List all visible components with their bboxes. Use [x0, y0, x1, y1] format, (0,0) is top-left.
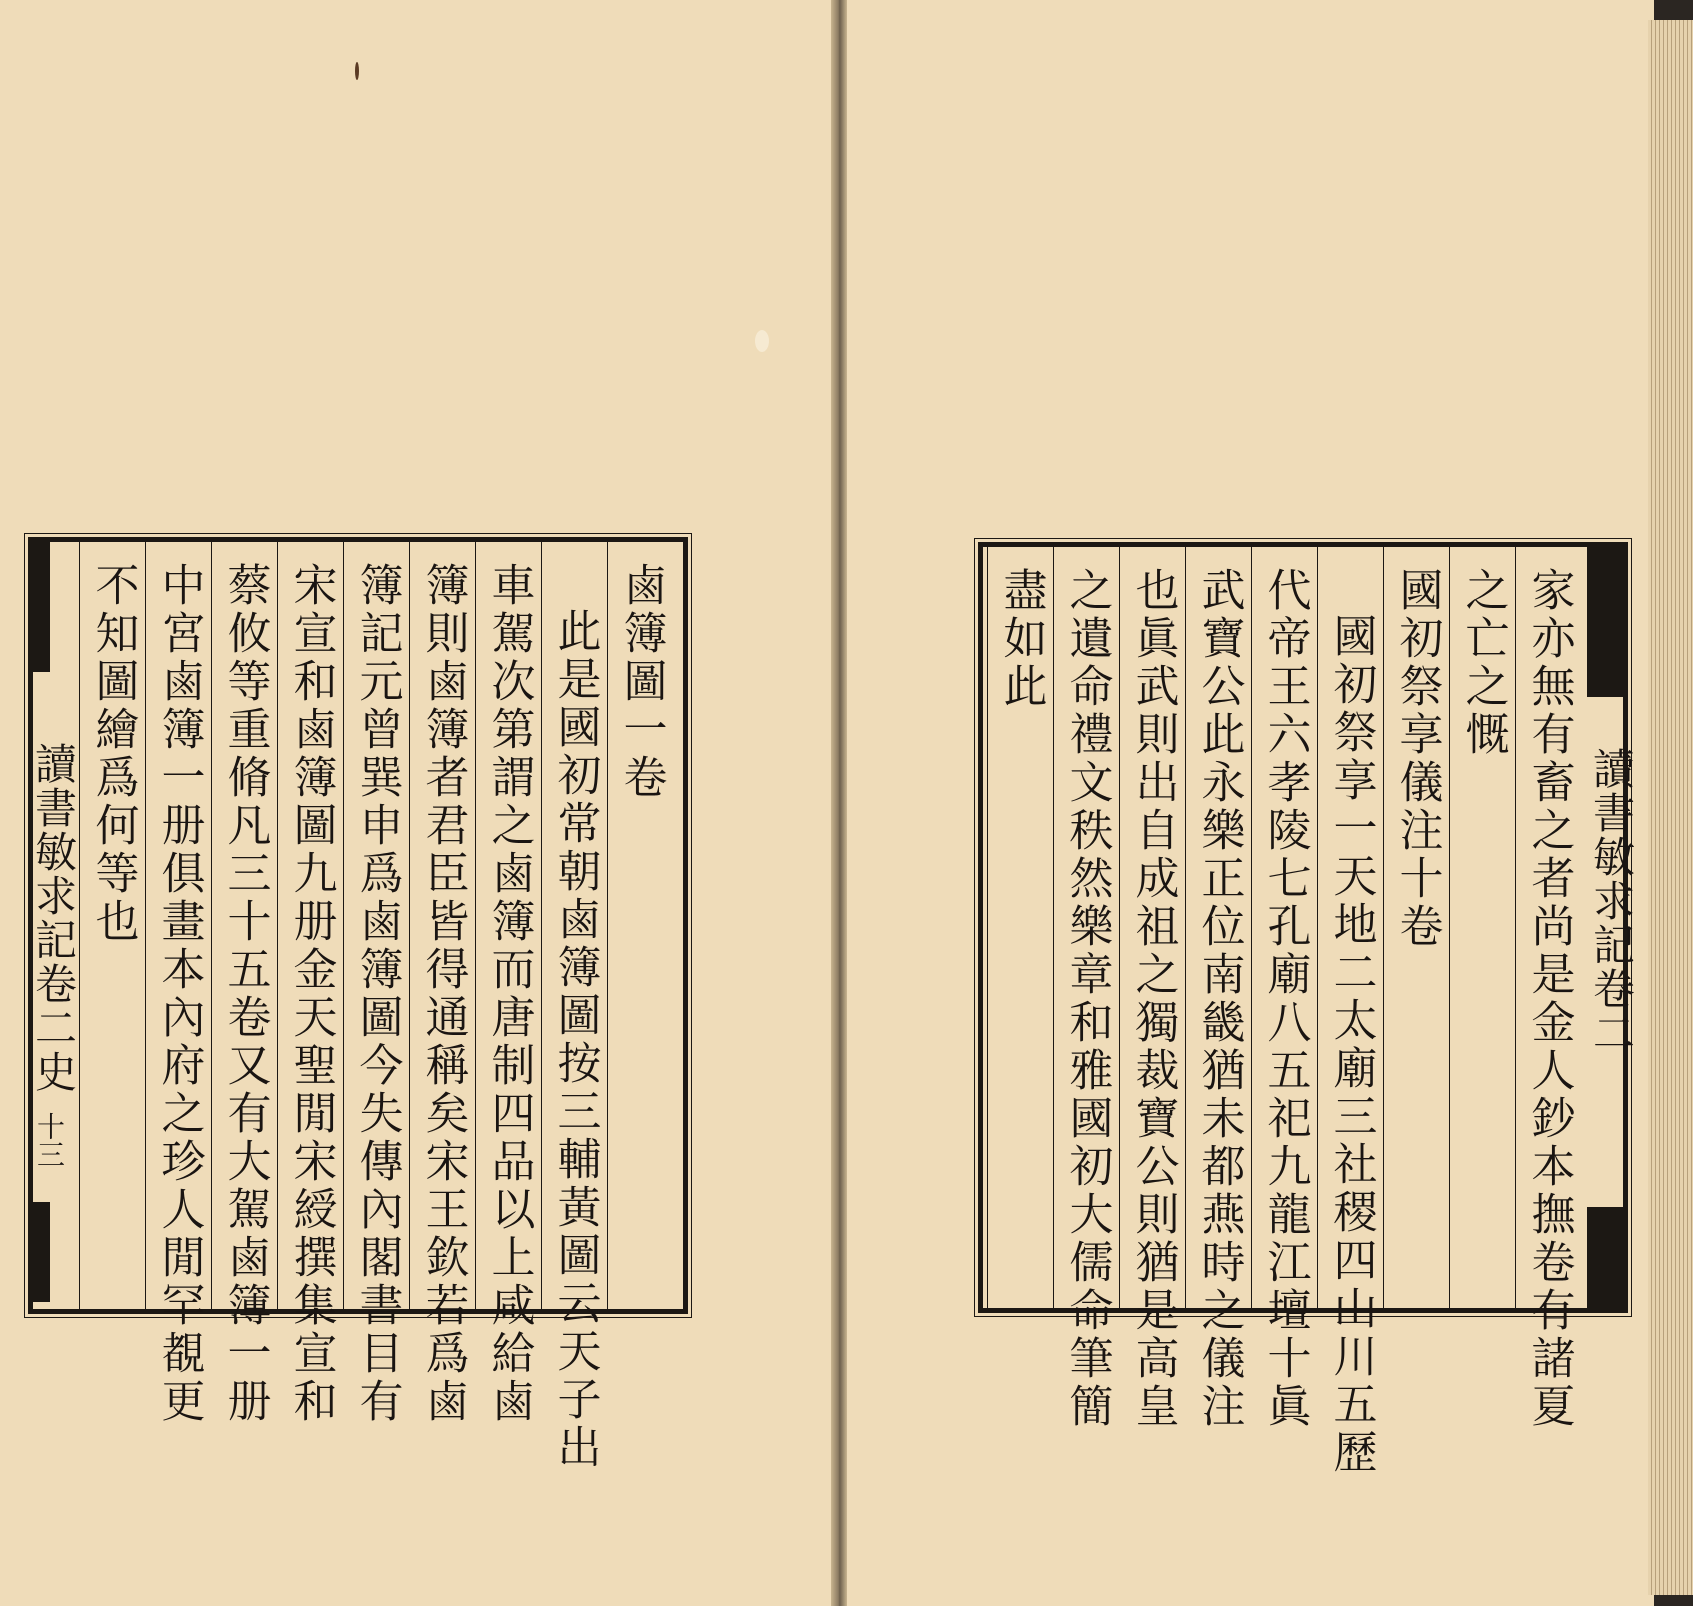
- folio-number: 十三: [33, 1112, 66, 1168]
- text-column: [987, 547, 1053, 1308]
- text-column: [1383, 547, 1449, 1308]
- column-text: 之遺命禮文秩然樂章和雅國初大儒命筆簡: [1061, 567, 1113, 1431]
- column-text: 家亦無有畜之者尚是金人鈔本撫卷有諸夏: [1523, 567, 1575, 1431]
- text-column: [277, 542, 343, 1426]
- column-text: 鹵簿圖一卷: [615, 562, 667, 802]
- text-column: [343, 542, 409, 1426]
- page-edges: [1648, 20, 1693, 1595]
- margin-title: 讀書敏求記卷二史: [29, 742, 78, 1094]
- text-column: [1449, 547, 1515, 1308]
- column-text: 代帝王六孝陵七孔廟八五祀九龍江壇十眞: [1259, 567, 1311, 1431]
- text-column: [211, 542, 277, 1426]
- center-black-block: [1587, 547, 1623, 697]
- text-column: [79, 542, 145, 1309]
- text-column: [1185, 547, 1251, 1431]
- column-text: 此是國初常朝鹵簿圖按三輔黃圖云天子出: [549, 608, 601, 1472]
- text-column: [409, 542, 475, 1426]
- text-column: [1317, 547, 1383, 1477]
- column-text: 車駕次第謂之鹵簿而唐制四品以上咸給鹵: [483, 562, 535, 1426]
- text-column: [1053, 547, 1119, 1431]
- column-text: 國初祭享一天地二太廟三社稷四山川五歷: [1325, 613, 1377, 1477]
- column-text: 不知圖繪爲何等也: [87, 562, 139, 946]
- column-text: 簿記元曾巽申爲鹵簿圖今失傳內閣書目有: [351, 562, 403, 1426]
- text-column: [541, 542, 607, 1472]
- paper-stain: [755, 330, 769, 352]
- right-text-frame: [978, 542, 1636, 1477]
- column-text: 之亡之慨: [1457, 567, 1509, 759]
- column-text: 宋宣和鹵簿圖九册金天聖閒宋綬撰集宣和: [285, 562, 337, 1426]
- text-column: [475, 542, 541, 1426]
- text-column: [1251, 547, 1317, 1431]
- text-column: [1515, 547, 1581, 1431]
- column-text: 也眞武則出自成祖之獨裁寶公則猶是高皇: [1127, 567, 1179, 1431]
- book-gutter: [831, 0, 847, 1606]
- column-text: 蔡攸等重脩凡三十五卷又有大駕鹵簿一册: [219, 562, 271, 1426]
- center-black-block: [1587, 1207, 1623, 1308]
- text-column: [607, 542, 673, 1309]
- center-black-block: [28, 1202, 50, 1302]
- column-text: 武寶公此永樂正位南畿猶未都燕時之儀注: [1193, 567, 1245, 1431]
- column-text: 中宮鹵簿一册俱畫本內府之珍人閒罕覩更: [153, 562, 205, 1426]
- margin-title: 讀書敏求記卷二: [1587, 747, 1636, 1055]
- column-text: 盡如此: [995, 567, 1047, 711]
- text-column: [1119, 547, 1185, 1431]
- text-column: [145, 542, 211, 1426]
- column-text: 簿則鹵簿者君臣皆得通稱矣宋王欽若爲鹵: [417, 562, 469, 1426]
- column-text: 國初祭享儀注十卷: [1391, 567, 1443, 951]
- center-black-block: [28, 542, 50, 672]
- left-text-frame: [28, 537, 688, 1472]
- ink-speck: [355, 62, 359, 80]
